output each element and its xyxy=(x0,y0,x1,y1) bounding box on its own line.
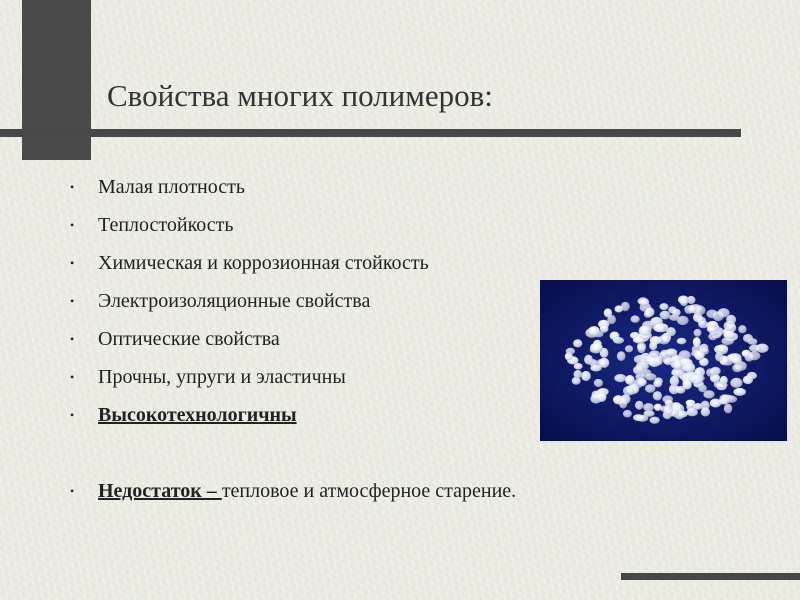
granule-shape xyxy=(590,343,603,352)
granule-shape xyxy=(645,373,656,380)
granule-shape xyxy=(637,344,645,354)
granule-shape xyxy=(666,349,678,357)
granule-shape xyxy=(680,297,688,307)
granule-shape xyxy=(683,362,695,372)
granule-shape xyxy=(574,363,583,370)
granule-shape xyxy=(653,391,662,400)
granule-shape xyxy=(597,392,606,402)
granule-shape xyxy=(670,376,679,386)
granule-shape xyxy=(719,398,729,404)
granule-shape xyxy=(633,366,644,375)
granule-shape xyxy=(653,324,666,332)
bullet-icon: • xyxy=(70,484,75,498)
granule-shape xyxy=(749,345,762,352)
granule-shape xyxy=(644,310,652,317)
granule-shape xyxy=(698,317,707,327)
bullet-icon: • xyxy=(70,408,75,422)
list-item-text-emphasis: Высокотехнологичны xyxy=(98,404,297,426)
granule-shape xyxy=(581,371,591,381)
granule-shape xyxy=(574,370,583,378)
granule-shape xyxy=(654,356,663,366)
granule-shape xyxy=(617,351,626,361)
granule-shape xyxy=(747,372,757,379)
granule-shape xyxy=(701,407,710,416)
granule-shape xyxy=(717,344,729,353)
granule-shape xyxy=(649,341,657,350)
granule-shape xyxy=(658,335,670,345)
granule-shape xyxy=(613,337,624,344)
granule-shape xyxy=(724,404,732,414)
granule-shape xyxy=(718,308,730,317)
granule-shape xyxy=(637,378,647,386)
granule-shape xyxy=(703,390,714,398)
granule-shape xyxy=(664,405,673,415)
drawback-description: тепловое и атмосферное старение. xyxy=(221,480,517,502)
granule-shape xyxy=(706,310,717,319)
granule-shape xyxy=(748,351,761,360)
granule-shape xyxy=(694,350,704,360)
list-item-text: Малая плотность xyxy=(98,176,245,198)
granule-shape xyxy=(706,368,715,376)
granule-shape xyxy=(643,403,654,411)
granule-shape xyxy=(588,326,600,336)
drawback-text-wrap xyxy=(98,476,516,506)
granule-shape xyxy=(720,376,728,385)
granule-shape xyxy=(682,379,691,389)
bottom-divider-line xyxy=(621,573,800,580)
drawback-label: Недостаток – xyxy=(98,480,222,502)
granule-shape xyxy=(566,348,575,355)
granule-shape xyxy=(623,410,632,418)
granule-shape xyxy=(660,311,671,320)
granule-shape xyxy=(635,401,643,410)
granule-shape xyxy=(730,378,742,388)
granule-shape xyxy=(694,329,702,337)
granule-shape xyxy=(639,299,649,306)
granule-shape xyxy=(623,386,634,396)
granule-shape xyxy=(671,369,683,376)
title-divider-line xyxy=(0,129,741,137)
list-item-text: Прочны, упруги и эластичны xyxy=(98,366,346,388)
bullet-icon: • xyxy=(70,332,75,346)
bullet-icon: • xyxy=(70,256,75,270)
granule-shape xyxy=(691,374,703,384)
granule-shape xyxy=(594,379,603,387)
granule-shape xyxy=(693,403,702,410)
granule-shape xyxy=(637,415,649,422)
granule-shape xyxy=(732,356,742,365)
granule-shape xyxy=(650,417,660,424)
bullet-icon: • xyxy=(70,370,75,384)
granule-shape xyxy=(639,326,651,336)
granule-shape xyxy=(625,345,633,352)
granule-shape xyxy=(631,315,640,322)
slide-title: Свойства многих полимеров: xyxy=(107,78,493,113)
granule-shape xyxy=(707,326,717,332)
granule-shape xyxy=(614,374,626,382)
bullet-icon: • xyxy=(70,218,75,232)
granule-shape xyxy=(677,338,687,345)
granule-shape xyxy=(584,355,593,365)
granule-shape xyxy=(715,352,723,362)
granule-shape xyxy=(573,339,582,347)
granule-shape xyxy=(738,325,746,333)
bullet-icon: • xyxy=(70,294,75,308)
list-item-text: Химическая и коррозионная стойкость xyxy=(98,252,429,274)
granule-shape xyxy=(621,302,630,311)
granule-shape xyxy=(599,358,609,368)
granule-shape xyxy=(743,334,753,343)
polymer-granules-photo xyxy=(540,280,787,441)
granule-shape xyxy=(688,305,696,314)
granule-shape xyxy=(672,309,681,316)
granule-shape xyxy=(600,325,609,333)
list-item-text: Оптические свойства xyxy=(98,328,280,350)
granule-shape xyxy=(723,332,735,339)
list-item-text: Теплостойкость xyxy=(98,214,234,236)
granule-shape xyxy=(619,399,627,409)
bullet-icon: • xyxy=(70,180,75,194)
granule-shape xyxy=(660,303,669,310)
granule-shape xyxy=(733,388,746,396)
granule-shape xyxy=(625,375,635,385)
granule-shape xyxy=(653,380,662,388)
list-item-text: Электроизоляционные свойства xyxy=(98,290,371,312)
